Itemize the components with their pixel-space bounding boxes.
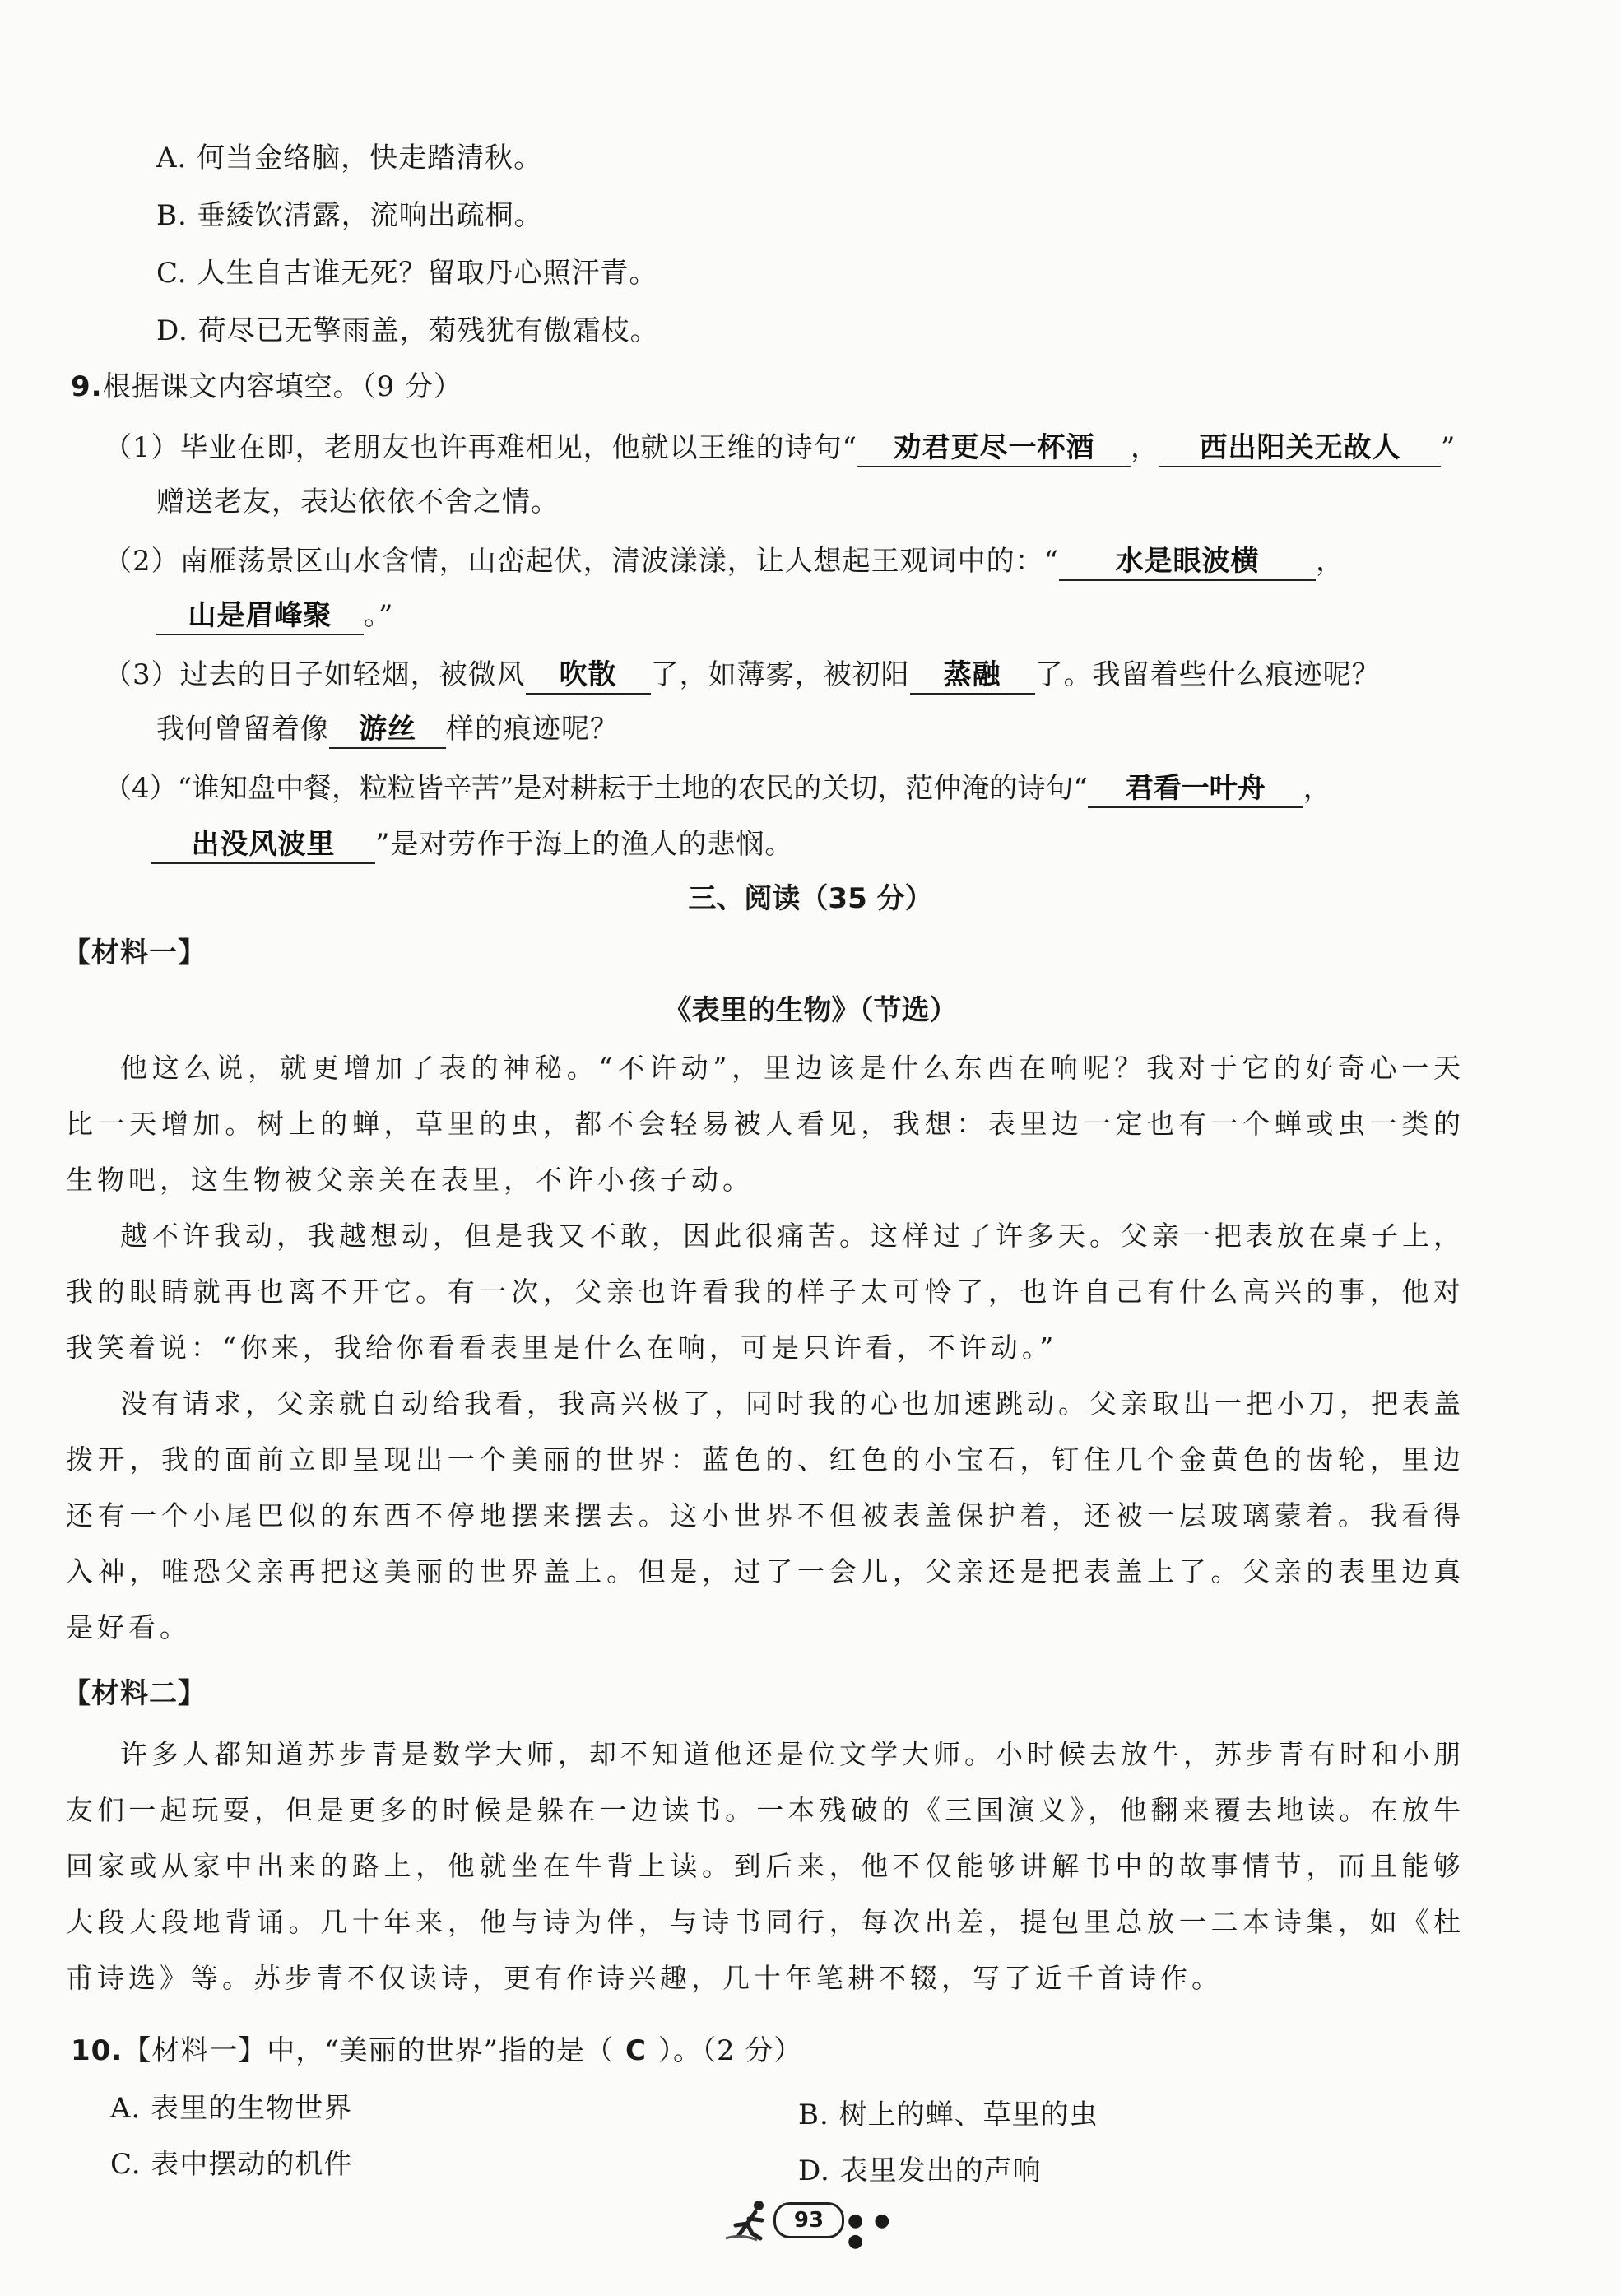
q9-s3-answer-3: 游丝 [329, 711, 446, 749]
q9-s1-pre: （1）毕业在即，老朋友也许再难相见，他就以王维的诗句“ [104, 431, 858, 464]
q8-option-c: C. 人生自古谁无死？留取丹心照汗青。 [156, 257, 658, 290]
q9-s2-post1: ， [1316, 545, 1345, 578]
q10-number: 10. [71, 2034, 123, 2067]
material1-title-text: 《表里的生物》（节选） [663, 994, 958, 1027]
q9-s4-line1 [104, 769, 1331, 808]
q8-option-b: B. 垂緌饮清露，流响出疏桐。 [156, 199, 543, 232]
q9-s4-answer-1: 君看一叶舟 [1088, 770, 1303, 808]
q9-s3-mid1: 了，如薄雾，被初阳 [650, 658, 910, 691]
material1-label: 【材料一】 [63, 937, 207, 969]
q9-s4-answer-2: 出没风波里 [151, 826, 375, 864]
q9-s1-answer-2: 西出阳关无故人 [1159, 430, 1441, 467]
q9-title [71, 367, 462, 407]
q9-s2-pre: （2）南雁荡景区山水含情，山峦起伏，清波漾漾，让人想起王观词中的：“ [104, 545, 1060, 578]
q8-option-a: A. 何当金络脑，快走踏清秋。 [156, 142, 543, 174]
q9-s2-answer-2: 山是眉峰聚 [156, 597, 364, 635]
q9-s4-post1: ， [1303, 772, 1331, 805]
q9-s3-line1 [104, 655, 1381, 695]
page-number: 93 [773, 2202, 844, 2238]
dots-decoration: ● ● ● [848, 2210, 893, 2252]
q9-s1-line1 [104, 428, 1456, 467]
q9-s4-pre: （4）“谁知盘中餐，粒粒皆辛苦”是对耕耘于土地的农民的关切，范仲淹的诗句“ [104, 772, 1088, 805]
q10-pre: 【材料一】中，“美丽的世界”指的是（ [123, 2034, 614, 2067]
q8-option-d: D. 荷尽已无擎雨盖，菊残犹有傲霜枝。 [156, 314, 659, 347]
q9-s3-post: 样的痕迹呢？ [446, 713, 619, 746]
material2-label: 【材料二】 [63, 1677, 207, 1710]
material1-title [0, 991, 1621, 1030]
q9-s3-mid2: 了。我留着些什么痕迹呢？ [1034, 658, 1381, 691]
page-footer [724, 2197, 905, 2252]
q10-stem [71, 2031, 802, 2071]
q10-option-a: A. 表里的生物世界 [110, 2092, 353, 2125]
material1-paragraph-1: 他这么说，就更增加了表的神秘。“不许动”，里边该是什么东西在响呢？我对于它的好奇心一天比一天增加。树上的蝉，草里的虫，都不会轻易被人看见，我想：表里边一定也有一个蝉或虫一类的生物吧，这生物被父亲关在表里，不许小孩子动。 [66, 1052, 1465, 1196]
material1-passage [66, 1040, 1465, 1656]
material1-paragraph-3: 没有请求，父亲就自动给我看，我高兴极了，同时我的心也加速跳动。父亲取出一把小刀，把表盖拨开，我的面前立即呈现出一个美丽的世界：蓝色的、红色的小宝石，钉住几个金黄色的齿轮，里边还有一个小尾巴似的东西不停地摆来摆去。这小世界不但被表盖保护着，还被一层玻璃蒙着。我看得入神，唯恐父亲再把这美丽的世界盖上。但是，过了一会儿，父亲还是把表盖上了。父亲的表里边真是好看。 [66, 1387, 1465, 1643]
q9-s1-post: ” [1441, 431, 1456, 464]
material2-passage [66, 1727, 1465, 2006]
q9-s1-answer-1: 劝君更尽一杯酒 [857, 430, 1131, 467]
q10-answer: C [625, 2034, 647, 2067]
q9-s1-mid: ， [1131, 431, 1160, 464]
q9-title-text: 根据课文内容填空。（9 分） [102, 370, 463, 403]
q9-s4-post2: ”是对劳作于海上的渔人的悲悯。 [375, 828, 794, 861]
q9-s3-pre2: 我何曾留着像 [156, 713, 329, 746]
q9-s3-pre: （3）过去的日子如轻烟，被微风 [104, 658, 526, 691]
q9-s3-answer-1: 吹散 [526, 657, 651, 695]
q9-s3-answer-2: 蒸融 [910, 657, 1035, 695]
material1-paragraph-2: 越不许我动，我越想动，但是我又不敢，因此很痛苦。这样过了许多天。父亲一把表放在桌子上，我的眼睛就再也离不开它。有一次，父亲也许看我的样子太可怜了，也许自己有什么高兴的事，他对我笑着说：“你来，我给你看看表里是什么在响，可是只许看，不许动。” [66, 1220, 1465, 1364]
q9-s1-line2: 赠送老友，表达依依不舍之情。 [156, 486, 560, 518]
q9-number: 9. [71, 370, 103, 403]
q9-s4-line2 [151, 825, 793, 864]
q10-post: ）。（2 分） [657, 2034, 803, 2067]
q9-s2-line1 [104, 541, 1345, 581]
q10-option-c: C. 表中摆动的机件 [110, 2148, 353, 2181]
runner-icon [724, 2197, 773, 2243]
section3-heading [0, 879, 1621, 918]
q10-option-b: B. 树上的蝉、草里的虫 [798, 2098, 1098, 2131]
section3-heading-text: 三、阅读（35 分） [688, 882, 933, 915]
material2-paragraph-1: 许多人都知道苏步青是数学大师，却不知道他还是位文学大师。小时候去放牛，苏步青有时和小朋友们一起玩耍，但是更多的时候是躲在一边读书。一本残破的《三国演义》，他翻来覆去地读。在放牛回家或从家中出来的路上，他就坐在牛背上读。到后来，他不仅能够讲解书中的故事情节，而且能够大段大段地背诵。几十年来，他与诗为伴，与诗书同行，每次出差，提包里总放一二本诗集，如《杜甫诗选》等。苏步青不仅读诗，更有作诗兴趣，几十年笔耕不辍，写了近千首诗作。 [66, 1738, 1465, 1994]
q9-s2-post2: 。” [364, 599, 394, 632]
q10-option-d: D. 表里发出的声响 [798, 2154, 1042, 2187]
q9-s2-answer-1: 水是眼波横 [1059, 543, 1316, 581]
q9-s2-line2 [156, 596, 393, 635]
q9-s3-line2 [156, 709, 619, 749]
